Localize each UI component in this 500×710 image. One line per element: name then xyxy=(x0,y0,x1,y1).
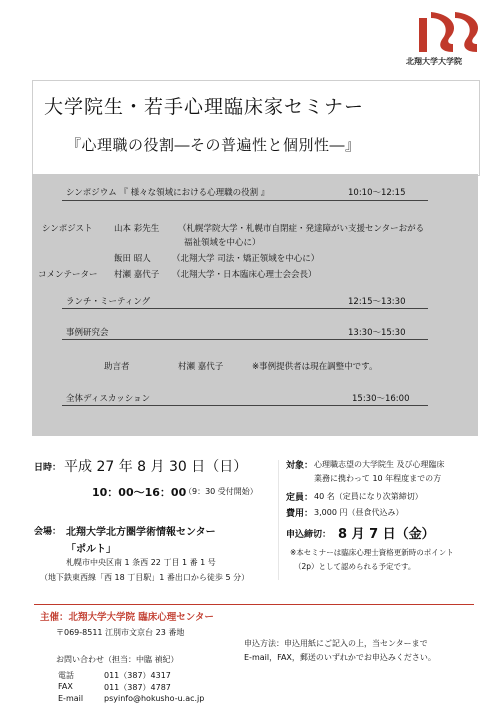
email-label: E-mail xyxy=(58,694,84,703)
tel-value: 011（387）4317 xyxy=(104,671,171,680)
reception-time: （9：30 受付開始） xyxy=(184,487,258,496)
advisor-name: 村瀬 嘉代子 xyxy=(178,362,224,372)
section-divider xyxy=(62,308,428,309)
postal-address: 〒069-8511 江別市文京台 23 番地 xyxy=(56,628,185,637)
venue-nickname: 「ポルト」 xyxy=(66,544,116,555)
section-divider xyxy=(62,339,428,340)
points-note-line1: ※本セミナーは臨床心理士資格更新時のポイント xyxy=(290,548,454,557)
symposist1-affil2: 福祉領域を中心に） xyxy=(184,238,261,248)
footer-rule xyxy=(34,604,474,605)
lunch-label: ランチ・ミーティング xyxy=(66,297,151,307)
discussion-time: 15:30～16:00 xyxy=(352,394,410,404)
email-link[interactable]: psyinfo@hokusho-u.ac.jp xyxy=(104,694,205,703)
advisor-label: 助言者 xyxy=(104,362,130,372)
target-line2: 業務に携わって 10 年程度までの方 xyxy=(314,474,442,483)
event-time: 10：00～16：00 xyxy=(92,486,187,499)
capacity-value: 40 名（定員になり次第締切） xyxy=(314,492,423,501)
venue-access: （地下鉄東西線「西 18 丁目駅」1 番出口から徒歩 5 分） xyxy=(40,573,250,582)
venue-address: 札幌市中央区南 1 条西 22 丁目 1 番 1 号 xyxy=(66,558,216,567)
event-date: 平成 27 年 8 月 30 日（日） xyxy=(64,459,248,475)
symposist1-name: 山本 彩先生 xyxy=(114,224,160,234)
target-line1: 心理職志望の大学院生 及び心理臨床 xyxy=(314,460,445,469)
case-time: 13:30～15:30 xyxy=(348,328,406,338)
section-divider xyxy=(62,405,428,406)
symposist2-affil: （北翔大学 司法・矯正領域を中心に） xyxy=(172,254,320,264)
commentator-label: コメンテーター xyxy=(38,270,98,280)
commentator-affil: （北翔大学・日本臨床心理士会会長） xyxy=(172,270,317,280)
symposists-label: シンポジスト xyxy=(42,224,93,234)
host-label: 主催：北翔大学大学院 臨床心理センター xyxy=(40,612,214,623)
fee-label: 費用： xyxy=(286,509,314,519)
symposist2-name: 飯田 昭人 xyxy=(114,254,151,264)
venue-name: 北翔大学北方圏学術情報センター xyxy=(66,527,216,538)
page-title: 大学院生・若手心理臨床家セミナー xyxy=(44,96,365,118)
date-label: 日時： xyxy=(34,463,62,473)
capacity-label: 定員： xyxy=(286,493,314,503)
target-label: 対象： xyxy=(286,461,314,471)
symposium-label: シンポジウム 『 様々な領域における心理職の役割 』 xyxy=(66,188,270,198)
discussion-label: 全体ディスカッション xyxy=(66,394,151,404)
contact-label: お問い合わせ（担当：中臨 禎紀） xyxy=(56,655,179,664)
venue-label: 会場： xyxy=(34,527,62,537)
apply-method-line1: 申込方法：申込用紙にご記入の上，当センターまで xyxy=(244,639,428,648)
column-divider xyxy=(278,460,279,580)
advisor-note: ※事例提供者は現在調整中です。 xyxy=(252,362,378,372)
fee-value: 3,000 円（昼食代込み） xyxy=(314,508,404,517)
fax-value: 011（387）4787 xyxy=(104,683,171,692)
page-subtitle: 『心理職の役割―その普遍性と個別性―』 xyxy=(66,136,361,154)
fax-label: FAX xyxy=(58,682,73,691)
commentator-name: 村瀬 嘉代子 xyxy=(114,270,160,280)
symposium-time: 10:10～12:15 xyxy=(348,188,406,198)
points-note-line2: （2p）として認められる予定です。 xyxy=(294,562,416,571)
lunch-time: 12:15～13:30 xyxy=(348,297,406,307)
deadline-label: 申込締切： xyxy=(286,530,332,540)
section-divider xyxy=(62,200,428,201)
logo-name: 北翔大学大学院 xyxy=(406,57,462,66)
tel-label: 電話 xyxy=(58,671,74,680)
case-label: 事例研究会 xyxy=(66,328,109,338)
symposist1-affil1: （札幌学院大学・札幌市自閉症・発達障がい支援センターおがる xyxy=(178,224,425,234)
apply-method-line2: E-mail，FAX，郵送のいずれかでお申込みください。 xyxy=(244,653,436,662)
deadline-value: 8 月 7 日（金） xyxy=(338,527,435,542)
